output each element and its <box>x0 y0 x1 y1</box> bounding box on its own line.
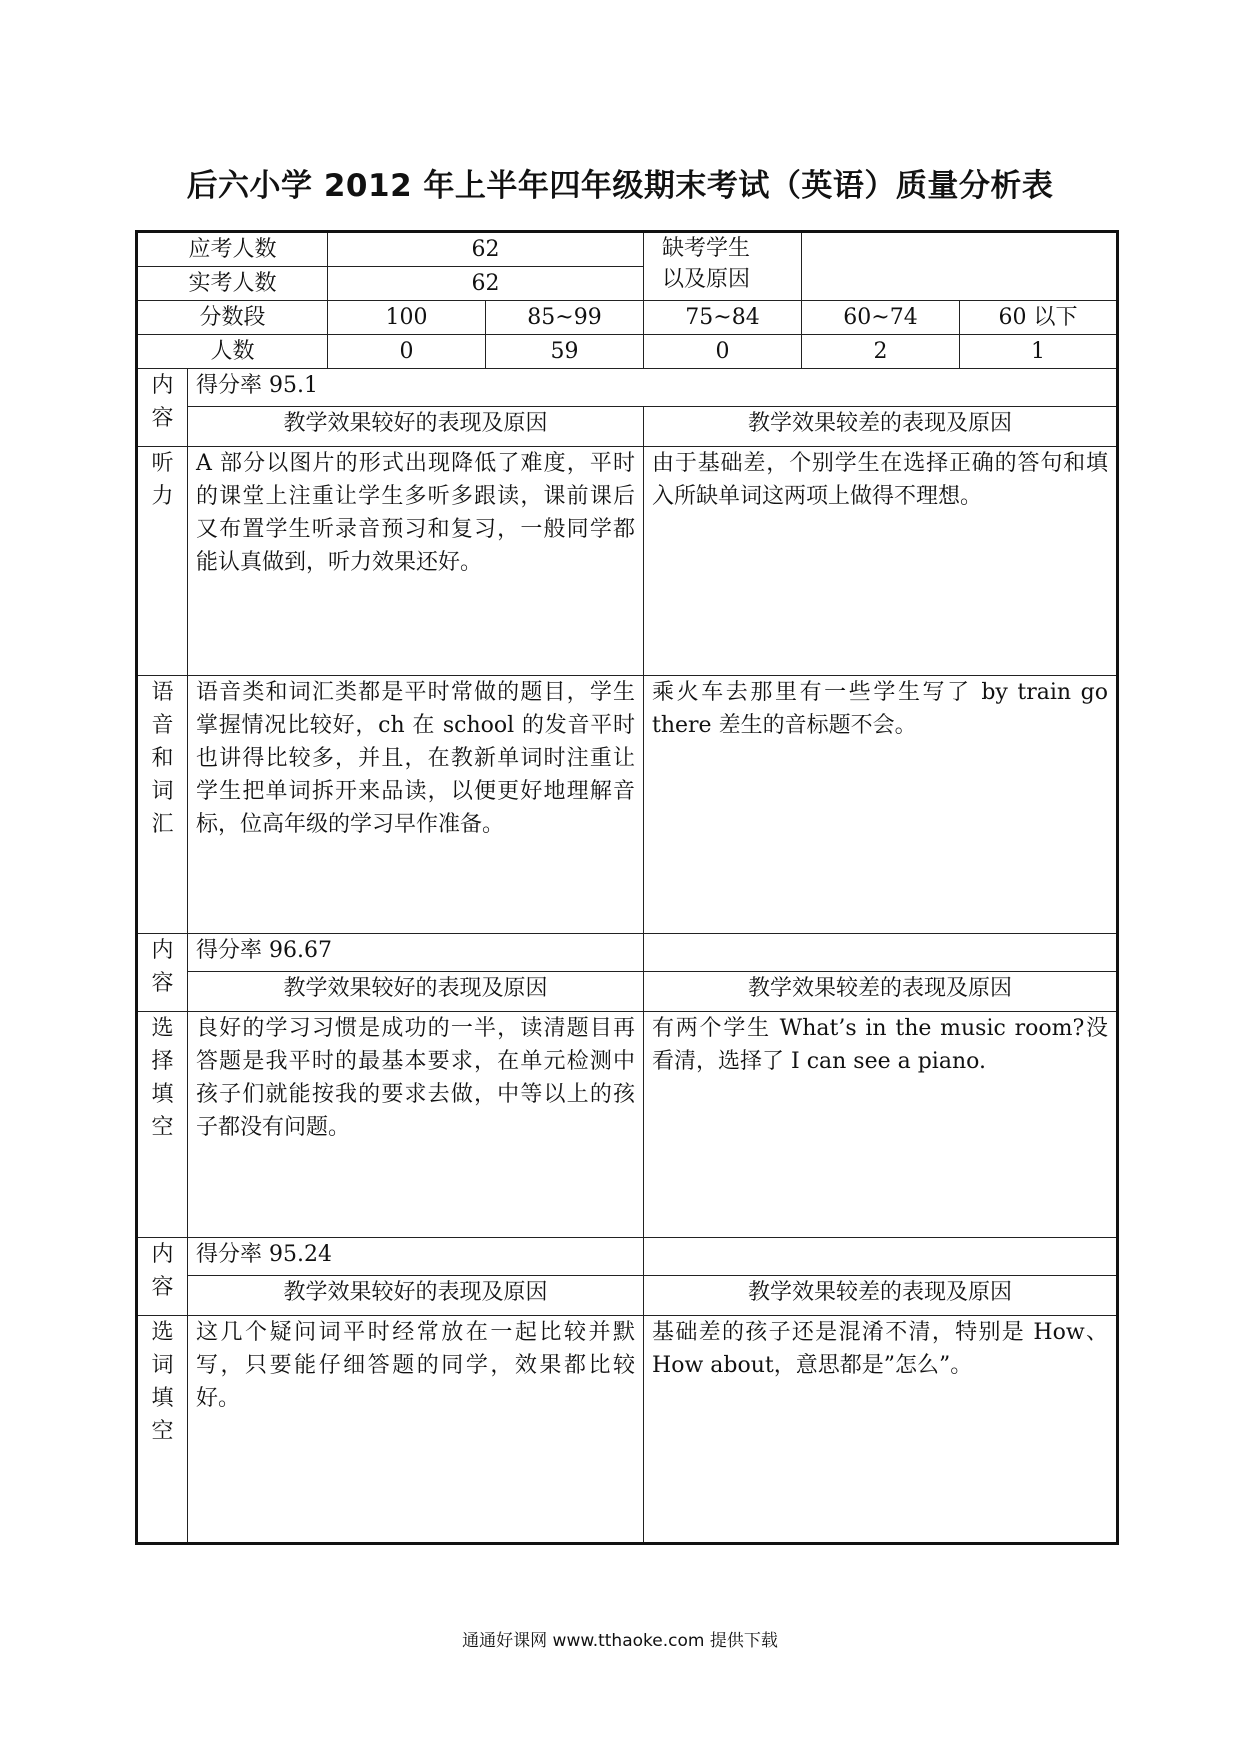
section-part-row <box>137 676 1118 934</box>
good-text: 这几个疑问词平时经常放在一起比较并默写，只要能仔细答题的同学，效果都比较好。 <box>188 1316 644 1544</box>
poor-text: 有两个学生 What’s in the music room?没看清，选择了 I can see a piano. <box>644 1012 1118 1238</box>
section-score-row <box>137 369 1118 407</box>
poor-header: 教学效果较差的表现及原因 <box>644 972 1118 1012</box>
part-label: 语 音 和 词 汇 <box>137 676 188 934</box>
score-rate: 得分率 96.67 <box>188 934 644 972</box>
expected-value: 62 <box>328 232 644 267</box>
score-rate: 得分率 95.24 <box>188 1238 644 1276</box>
section-score-row <box>137 934 1118 972</box>
part-label: 听 力 <box>137 447 188 676</box>
content-label: 内 容 <box>137 1238 188 1316</box>
count-cell: 0 <box>328 335 486 369</box>
poor-header: 教学效果较差的表现及原因 <box>644 1276 1118 1316</box>
score-rate-blank <box>644 1238 1118 1276</box>
range-cell: 100 <box>328 301 486 335</box>
count-cell: 2 <box>802 335 960 369</box>
poor-text: 由于基础差，个别学生在选择正确的答句和填入所缺单词这两项上做得不理想。 <box>644 447 1118 676</box>
document-title: 后六小学 2012 年上半年四年级期末考试（英语）质量分析表 <box>186 168 1054 204</box>
analysis-table <box>135 230 1119 1545</box>
range-cell: 60~74 <box>802 301 960 335</box>
range-cell: 85~99 <box>486 301 644 335</box>
good-header: 教学效果较好的表现及原因 <box>188 972 644 1012</box>
section-score-row <box>137 1238 1118 1276</box>
section-part-row <box>137 1316 1118 1544</box>
good-header: 教学效果较好的表现及原因 <box>188 1276 644 1316</box>
range-cell: 60 以下 <box>960 301 1118 335</box>
section-part-row <box>137 1012 1118 1238</box>
count-label: 人数 <box>137 335 328 369</box>
count-cell: 0 <box>644 335 802 369</box>
poor-text: 乘火车去那里有一些学生写了 by train go there 差生的音标题不会。 <box>644 676 1118 934</box>
absent-value <box>802 232 1118 301</box>
footer-credit: 通通好课网 www.tthaoke.com 提供下载 <box>462 1631 778 1651</box>
section-header-row <box>137 407 1118 447</box>
part-label: 选 择 填 空 <box>137 1012 188 1238</box>
part-label: 选 词 填 空 <box>137 1316 188 1544</box>
good-header: 教学效果较好的表现及原因 <box>188 407 644 447</box>
good-text: 语音类和词汇类都是平时常做的题目，学生掌握情况比较好，ch 在 school 的发音平时也讲得比较多，并且，在教新单词时注重让学生把单词拆开来品读，以便更好地理解音标，位高年级的学习早作准备。 <box>188 676 644 934</box>
good-text: 良好的学习习惯是成功的一半，读清题目再答题是我平时的最基本要求，在单元检测中孩子们就能按我的要求去做，中等以上的孩子都没有问题。 <box>188 1012 644 1238</box>
actual-label: 实考人数 <box>137 267 328 301</box>
section-part-row <box>137 447 1118 676</box>
section-header-row <box>137 1276 1118 1316</box>
poor-text: 基础差的孩子还是混淆不清，特别是 How、How about，意思都是”怎么”。 <box>644 1316 1118 1544</box>
summary-row-expected <box>137 232 1118 267</box>
expected-label: 应考人数 <box>137 232 328 267</box>
good-text: A 部分以图片的形式出现降低了难度，平时的课堂上注重让学生多听多跟读，课前课后又布置学生听录音预习和复习，一般同学都能认真做到，听力效果还好。 <box>188 447 644 676</box>
range-cell: 75~84 <box>644 301 802 335</box>
content-label: 内 容 <box>137 934 188 1012</box>
count-row <box>137 335 1118 369</box>
score-rate-blank <box>644 934 1118 972</box>
actual-value: 62 <box>328 267 644 301</box>
count-cell: 1 <box>960 335 1118 369</box>
section-header-row <box>137 972 1118 1012</box>
content-label: 内 容 <box>137 369 188 447</box>
score-rate: 得分率 95.1 <box>188 369 1118 407</box>
absent-label: 缺考学生 以及原因 <box>644 232 802 301</box>
poor-header: 教学效果较差的表现及原因 <box>644 407 1118 447</box>
range-row <box>137 301 1118 335</box>
range-label: 分数段 <box>137 301 328 335</box>
count-cell: 59 <box>486 335 644 369</box>
